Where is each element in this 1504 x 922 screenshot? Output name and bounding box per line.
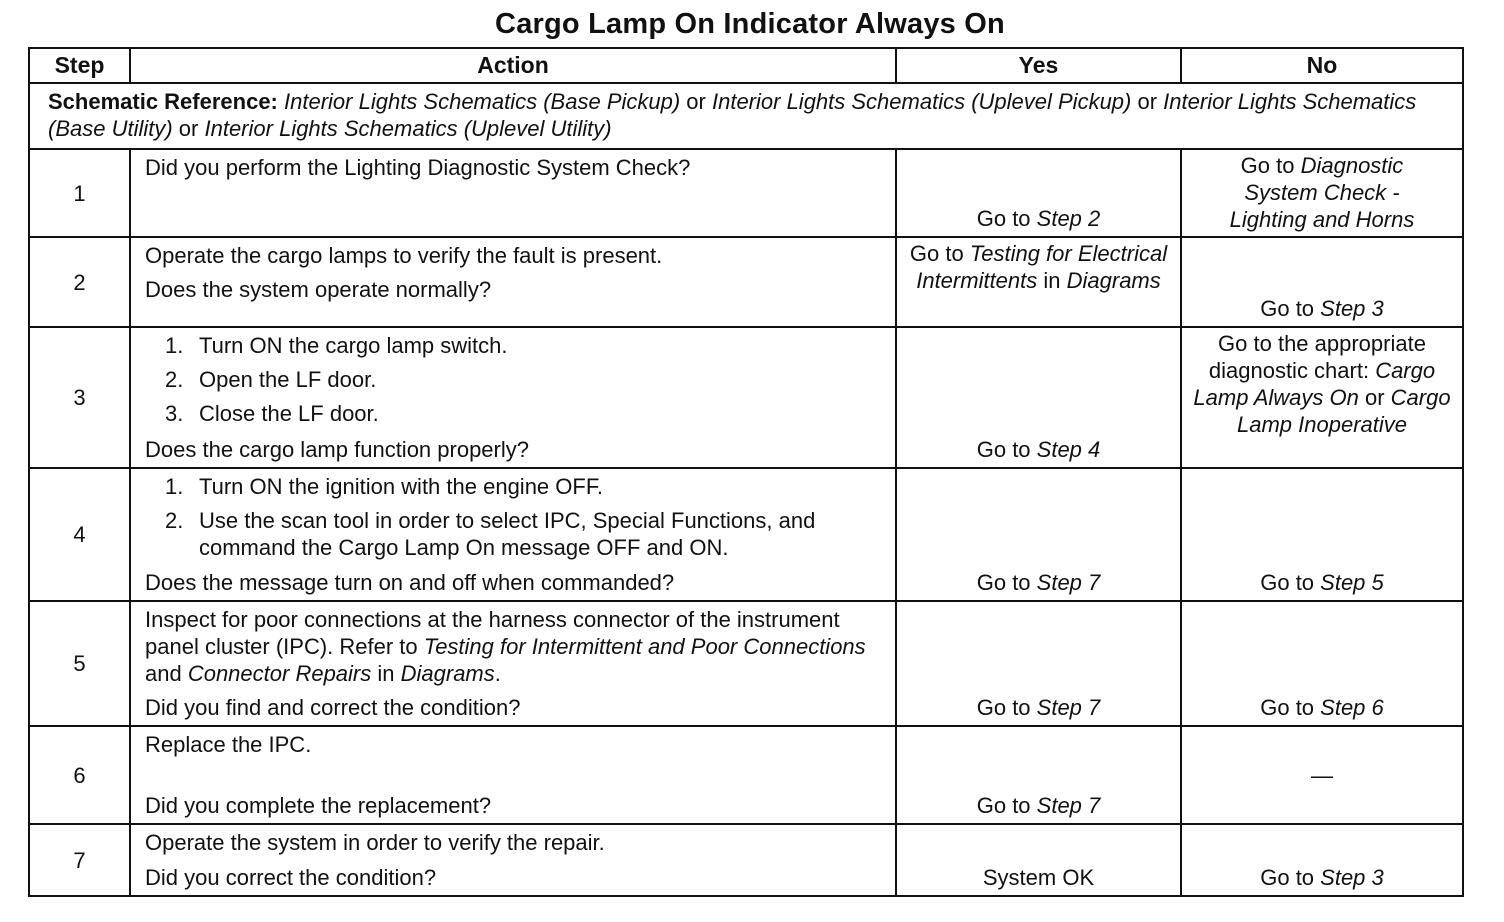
no-prefix: Go to (1260, 865, 1321, 890)
header-row (29, 48, 1463, 83)
instruction-text: Inspect for poor connections at the harness connector of the instrument panel cluster (IPC). Refer to Testing for Intermittent and Poor Connections and Connector Repairs in Diagrams. (145, 607, 866, 686)
yes-cell (896, 237, 1181, 327)
yes-mid: in (1037, 268, 1067, 293)
numbered-list (145, 330, 885, 427)
no-cell (1181, 237, 1463, 327)
step-number: 7 (29, 824, 130, 896)
question-text: Does the cargo lamp function properly? (145, 437, 529, 462)
no-prefix: Go to (1260, 695, 1321, 720)
action-cell (130, 468, 896, 601)
question-text: Did you perform the Lighting Diagnostic System Check? (145, 155, 691, 180)
yes-link[interactable]: Step 4 (1036, 437, 1101, 462)
action-cell (130, 149, 896, 237)
page-title: Cargo Lamp On Indicator Always On (495, 8, 1005, 40)
header-no: No (1181, 48, 1463, 83)
list-item: 2. Open the LF door. (165, 367, 377, 392)
instruction-text: Replace the IPC. (145, 732, 312, 757)
yes-link[interactable]: Testing for Electrical Intermittents (916, 241, 1168, 293)
header-yes: Yes (896, 48, 1181, 83)
action-cell (130, 327, 896, 468)
ref-or: or (1131, 89, 1164, 114)
numbered-list (145, 471, 885, 561)
no-cell (1181, 824, 1463, 896)
schematic-ref-link[interactable]: Interior Lights Schematics (Base Utility) (48, 89, 1417, 141)
yes-prefix: Go to (976, 695, 1037, 720)
step-number: 5 (29, 601, 130, 726)
table-row (29, 468, 1463, 601)
question-text: Does the message turn on and off when commanded? (145, 570, 675, 595)
schematic-ref-link[interactable]: Interior Lights Schematics (Uplevel Utility) (204, 116, 612, 141)
no-link[interactable]: Step 3 (1320, 296, 1384, 321)
reference-link[interactable]: Diagrams (400, 661, 495, 686)
action-cell (130, 824, 896, 896)
table-row (29, 726, 1463, 824)
no-link[interactable]: Diagnostic System Check - Lighting and Horns (1229, 153, 1415, 232)
table-row (29, 237, 1463, 327)
diagnostic-table (28, 47, 1464, 897)
no-mid: or (1358, 385, 1391, 410)
table-row (29, 601, 1463, 726)
table-row (29, 824, 1463, 896)
table-row (29, 327, 1463, 468)
no-prefix: Go to (1260, 296, 1321, 321)
step-number: 1 (29, 149, 130, 237)
ref-or: or (172, 116, 205, 141)
no-prefix: Go to (1240, 153, 1301, 178)
table-row (29, 149, 1463, 237)
no-link[interactable]: Cargo Lamp Always On (1193, 358, 1436, 410)
yes-link[interactable]: Step 7 (1036, 793, 1101, 818)
reference-link[interactable]: Connector Repairs (187, 661, 372, 686)
action-cell (130, 237, 896, 327)
yes-prefix: Go to (909, 241, 970, 266)
yes-cell (896, 601, 1181, 726)
instruction-text: Operate the system in order to verify the repair. (145, 830, 605, 855)
yes-prefix: Go to (976, 793, 1037, 818)
no-link[interactable]: Step 5 (1320, 570, 1384, 595)
no-prefix: Go to (1260, 570, 1321, 595)
yes-link[interactable]: Step 7 (1036, 570, 1101, 595)
yes-prefix: Go to (976, 570, 1037, 595)
list-item: 3. Close the LF door. (165, 401, 379, 426)
yes-cell (896, 327, 1181, 468)
no-link[interactable]: Step 3 (1320, 865, 1384, 890)
no-dash: — (1311, 762, 1333, 788)
yes-link[interactable]: Step 7 (1036, 695, 1101, 720)
list-item: 1. Turn ON the ignition with the engine OFF. (165, 474, 603, 499)
schematic-reference-row (29, 83, 1463, 149)
action-cell (130, 726, 896, 824)
yes-prefix: Go to (976, 206, 1037, 231)
action-cell (130, 601, 896, 726)
yes-link[interactable]: Diagrams (1066, 268, 1161, 293)
yes-cell (896, 468, 1181, 601)
no-cell (1181, 601, 1463, 726)
instruction-text: Operate the cargo lamps to verify the fault is present. (145, 243, 663, 268)
header-step: Step (29, 48, 130, 83)
step-number: 2 (29, 237, 130, 327)
no-link[interactable]: Step 6 (1320, 695, 1384, 720)
step-number: 3 (29, 327, 130, 468)
question-text: Did you find and correct the condition? (145, 695, 521, 720)
ref-or: or (680, 89, 712, 114)
reference-link[interactable]: Testing for Intermittent and Poor Connections (423, 634, 866, 659)
step-number: 4 (29, 468, 130, 601)
yes-cell (896, 726, 1181, 824)
no-prefix: Go to the appropriate diagnostic chart: (1208, 331, 1426, 383)
schematic-reference (29, 83, 1463, 149)
yes-text: System OK (982, 865, 1095, 890)
question-text: Did you correct the condition? (145, 865, 437, 890)
yes-prefix: Go to (976, 437, 1037, 462)
no-cell (1181, 468, 1463, 601)
schematic-reference-label: Schematic Reference: (48, 89, 278, 114)
schematic-ref-link[interactable]: Interior Lights Schematics (Uplevel Pickup) (711, 89, 1132, 114)
list-item: 1. Turn ON the cargo lamp switch. (165, 333, 508, 358)
yes-link[interactable]: Step 2 (1036, 206, 1101, 231)
no-cell (1181, 726, 1463, 824)
no-link[interactable]: Cargo Lamp Inoperative (1237, 385, 1451, 437)
schematic-ref-link[interactable]: Interior Lights Schematics (Base Pickup) (284, 89, 681, 114)
yes-cell (896, 824, 1181, 896)
list-item: 2. Use the scan tool in order to select IPC, Special Functions, and command the Cargo Lamp On message OFF and ON. (165, 508, 816, 560)
header-action: Action (130, 48, 896, 83)
question-text: Did you complete the replacement? (145, 793, 492, 818)
no-cell (1181, 327, 1463, 468)
step-number: 6 (29, 726, 130, 824)
no-cell (1181, 149, 1463, 237)
yes-cell (896, 149, 1181, 237)
question-text: Does the system operate normally? (145, 277, 492, 302)
